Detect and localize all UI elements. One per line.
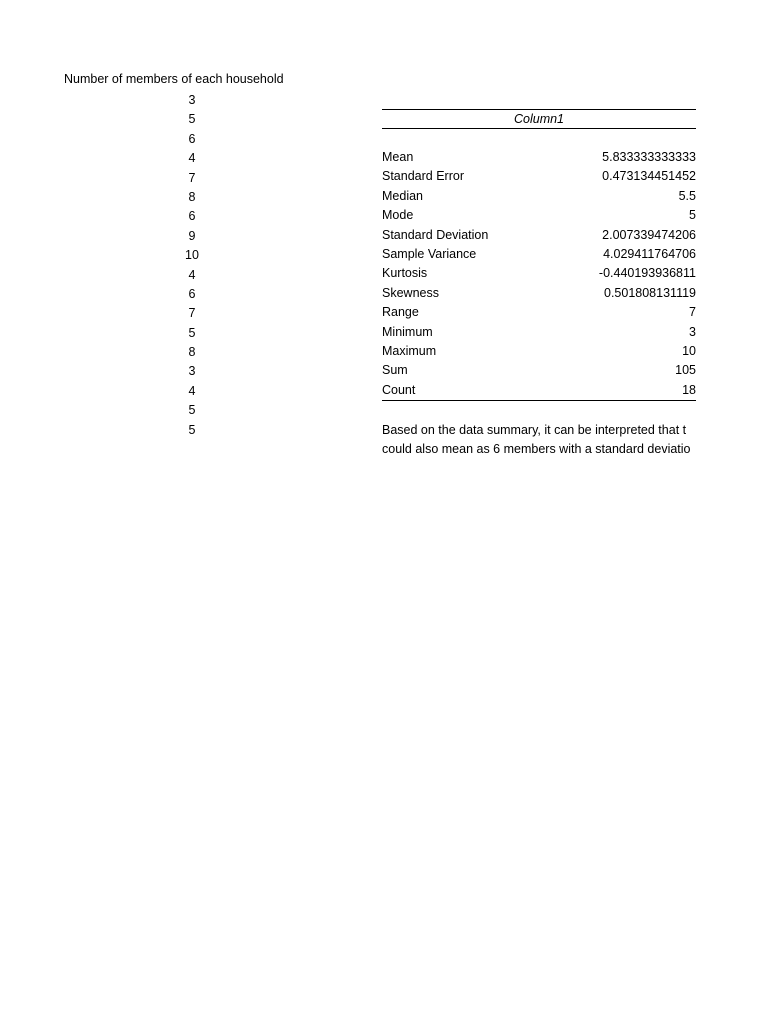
stats-row-standard-deviation <box>382 226 696 245</box>
stats-row-minimum <box>382 323 696 342</box>
stat-label: Maximum <box>382 343 437 358</box>
data-cell: 5 <box>188 325 196 340</box>
interpretation-line: Based on the data summary, it can be interpreted that t <box>382 423 687 437</box>
data-cell: 4 <box>188 151 196 166</box>
stat-label: Standard Deviation <box>382 227 489 242</box>
data-cell: 5 <box>188 422 196 437</box>
stat-value: 105 <box>675 363 696 378</box>
data-cell: 7 <box>188 170 196 185</box>
stat-value: 5.833333333333 <box>602 150 696 164</box>
household-values-column <box>150 91 234 440</box>
stat-label: Sample Variance <box>382 246 477 261</box>
data-cell: 4 <box>188 383 196 398</box>
data-cell: 10 <box>185 248 199 263</box>
stats-row-maximum <box>382 342 696 361</box>
data-cell: 6 <box>188 286 196 301</box>
stat-label: Median <box>382 188 423 203</box>
interpretation-line: could also mean as 6 members with a standard deviatio <box>382 442 691 457</box>
stat-value: 18 <box>682 382 696 397</box>
data-cell: 4 <box>188 267 196 282</box>
column-header: Number of members of each household <box>64 72 284 86</box>
stats-row-median <box>382 187 696 206</box>
interpretation-text <box>382 421 696 460</box>
data-cell: 8 <box>188 345 196 360</box>
stat-label: Count <box>382 382 416 397</box>
stat-label: Kurtosis <box>382 266 428 281</box>
data-cell: 8 <box>188 189 196 204</box>
stats-row-range <box>382 303 696 322</box>
stat-value: 7 <box>689 305 696 320</box>
stat-value: 5.5 <box>678 188 696 203</box>
stat-value: 2.007339474206 <box>602 227 696 242</box>
stat-value: 10 <box>682 343 696 358</box>
data-cell: 3 <box>188 93 196 107</box>
stats-row-skewness <box>382 284 696 303</box>
stats-row-standard-error <box>382 167 696 186</box>
stats-row-mean <box>382 148 696 167</box>
stat-value: 3 <box>689 324 696 339</box>
stat-label: Standard Error <box>382 169 464 184</box>
stats-row-count <box>382 381 696 401</box>
stats-header: Column1 <box>382 109 696 129</box>
stat-label: Range <box>382 305 419 320</box>
stat-label: Minimum <box>382 324 433 339</box>
data-cell: 7 <box>188 306 196 321</box>
data-cell: 3 <box>188 364 196 379</box>
stat-label: Mean <box>382 150 414 164</box>
stat-value: 4.029411764706 <box>603 246 696 261</box>
stat-value: 5 <box>689 208 696 223</box>
stat-value: -0.440193936811 <box>598 266 696 281</box>
data-cell: 6 <box>188 209 196 224</box>
data-cell: 5 <box>188 403 196 418</box>
data-cell: 5 <box>188 112 196 127</box>
stats-row-sample-variance <box>382 245 696 264</box>
stat-value: 0.473134451452 <box>602 169 696 184</box>
stats-row-mode <box>382 206 696 225</box>
stats-spacer <box>382 129 696 148</box>
stats-row-sum <box>382 361 696 380</box>
descriptive-statistics-table <box>382 109 696 401</box>
data-cell: 9 <box>188 228 196 243</box>
stats-row-kurtosis <box>382 264 696 283</box>
stat-value: 0.501808131119 <box>604 285 696 300</box>
stat-label: Mode <box>382 208 414 223</box>
stat-label: Skewness <box>382 285 439 300</box>
stat-label: Sum <box>382 363 408 378</box>
data-cell: 6 <box>188 131 196 146</box>
